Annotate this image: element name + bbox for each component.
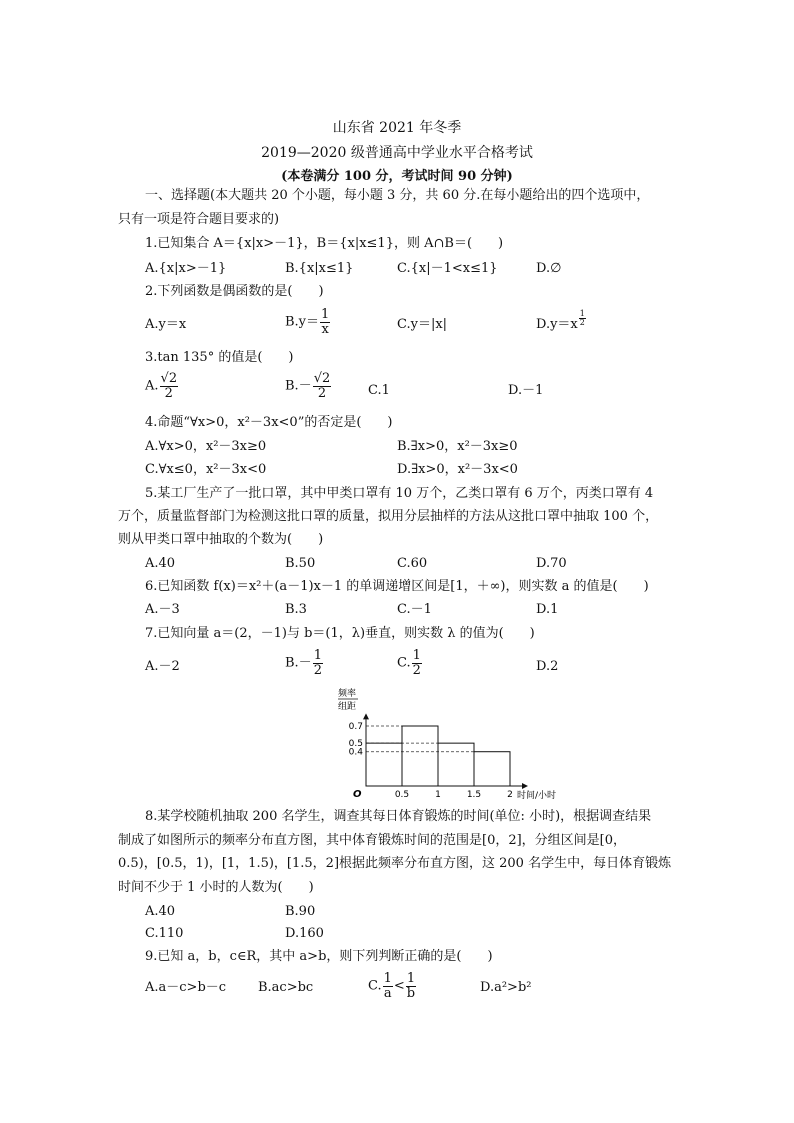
section-intro-line2: 只有一项是符合题目要求的) — [118, 212, 280, 227]
q3-option-b-prefix: B.－ — [285, 378, 312, 394]
fraction-numerator: √2 — [160, 371, 178, 386]
fraction-numerator: 1 — [412, 648, 421, 663]
q9-option-c-fraction-2 — [406, 972, 416, 1000]
q8-stem-line2: 制成了如图所示的频率分布直方图，其中体育锻炼时间的范围是[0，2]，分组区间是[0， — [118, 833, 627, 848]
q8-stem-line3: 0.5)，[0.5，1)，[1，1.5)，[1.5，2]根据此频率分布直方图，这 200 名学生中，每日体育锻炼 — [118, 856, 672, 871]
y-tick-label: 0.7 — [348, 722, 363, 732]
q1-stem: 1.已知集合 A＝{x|x>－1}，B＝{x|x≤1}，则 A∩B＝( ) — [145, 236, 504, 251]
q6-option-b: B.3 — [285, 602, 307, 617]
fraction-denominator: a — [383, 985, 392, 1001]
x-axis-label: 时间/小时 — [517, 791, 557, 801]
fraction-numerator: √2 — [313, 371, 331, 386]
exam-info: (本卷满分 100 分，考试时间 90 分钟) — [281, 169, 513, 184]
q1-option-a: A.{x|x>－1} — [145, 261, 227, 276]
fraction-numerator: 1 — [321, 307, 330, 322]
q5-stem-line1: 5.某工厂生产了一批口罩，其中甲类口罩有 10 万个，乙类口罩有 6 万个，丙类口罩有 4 — [145, 486, 654, 501]
q3-option-b-fraction — [313, 372, 332, 400]
q2-stem: 2.下列函数是偶函数的是( ) — [145, 284, 324, 299]
fraction-denominator: x — [321, 321, 329, 337]
q1-option-d: D.∅ — [536, 261, 562, 276]
q5-option-b: B.50 — [285, 556, 316, 571]
exam-region-title: 山东省 2021 年冬季 — [332, 120, 462, 136]
q2-option-d — [536, 309, 587, 332]
y-axis-label-top: 频率 — [338, 689, 357, 699]
q7-option-c — [397, 649, 423, 677]
histogram-bar-2 — [402, 726, 438, 786]
fraction-denominator: 2 — [412, 662, 421, 678]
origin-label: O — [353, 789, 362, 800]
q7-option-b-fraction — [313, 649, 323, 677]
q6-option-a: A.－3 — [145, 602, 180, 617]
q4-option-b: B.∃x>0，x²－3x≥0 — [397, 439, 518, 454]
frequency-histogram — [336, 686, 557, 804]
histogram-bar-1 — [366, 743, 402, 786]
q5-option-a: A.40 — [145, 556, 176, 571]
y-axis-arrow — [363, 713, 369, 719]
q7-option-d: D.2 — [536, 659, 559, 674]
q5-option-c: C.60 — [397, 556, 428, 571]
q3-option-d: D.－1 — [508, 383, 544, 398]
q9-stem: 9.已知 a，b，c∈R，其中 a>b，则下列判断正确的是( ) — [145, 949, 493, 964]
q9-option-a: A.a－c>b－c — [145, 980, 227, 995]
q3-option-b — [285, 372, 332, 400]
histogram-bar-4 — [474, 752, 510, 786]
q3-option-a-fraction — [160, 372, 179, 400]
x-tick-label: 1 — [435, 790, 441, 800]
q2-option-a: A.y＝x — [145, 317, 187, 332]
section-intro-line1: 一、选择题(本大题共 20 个小题，每小题 3 分，共 60 分.在每小题给出的四个选项中， — [145, 188, 650, 203]
q8-stem-line1: 8.某学校随机抽取 200 名学生，调查其每日体育锻炼的时间(单位: 小时)，根据调查结果 — [145, 809, 652, 824]
y-tick-label: 0.5 — [348, 739, 363, 750]
q2-option-b — [285, 308, 331, 336]
q6-option-d: D.1 — [536, 602, 559, 617]
fraction-denominator: 2 — [579, 318, 585, 328]
q7-option-b-prefix: B.－ — [285, 655, 312, 671]
q9-option-c — [368, 972, 417, 1000]
q2-option-d-exponent — [579, 310, 586, 328]
q7-option-c-fraction — [412, 649, 422, 677]
q4-option-a: A.∀x>0，x²－3x≥0 — [145, 439, 267, 454]
fraction-denominator: b — [406, 985, 416, 1001]
less-than-sign: < — [393, 978, 405, 994]
q3-option-c: C.1 — [368, 383, 390, 398]
q3-option-a — [145, 372, 179, 400]
q8-stem-line4: 时间不少于 1 小时的人数为( ) — [118, 880, 314, 895]
q8-option-b: B.90 — [285, 904, 316, 919]
q9-option-c-fraction-1 — [383, 972, 393, 1000]
q4-stem: 4.命题“∀x>0，x²－3x<0”的否定是( ) — [145, 415, 393, 430]
q9-option-d: D.a²>b² — [480, 980, 532, 995]
q2-option-c: C.y＝|x| — [397, 317, 448, 332]
q6-stem: 6.已知函数 f(x)＝x²＋(a－1)x－1 的单调递增区间是[1，＋∞)，则实数 a 的值是( ) — [145, 579, 649, 594]
y-tick-label: 0.4 — [348, 747, 363, 758]
q4-option-d: D.∃x>0，x²－3x<0 — [397, 462, 518, 477]
fraction-denominator: 2 — [317, 385, 327, 401]
q8-option-a: A.40 — [145, 904, 176, 919]
q5-option-d: D.70 — [536, 556, 567, 571]
x-axis-arrow — [522, 783, 528, 789]
q2-option-b-prefix: B.y＝ — [285, 314, 320, 330]
q7-option-b — [285, 649, 324, 677]
histogram-bar-3 — [438, 743, 474, 786]
x-tick-label: 1.5 — [466, 790, 482, 800]
q2-option-b-fraction — [320, 308, 330, 336]
q7-stem: 7.已知向量 a＝(2，－1)与 b＝(1，λ)垂直，则实数 λ 的值为( ) — [145, 626, 535, 641]
q7-option-c-prefix: C. — [397, 655, 411, 671]
q8-option-c: C.110 — [145, 926, 184, 941]
q3-option-a-prefix: A. — [145, 378, 159, 394]
q5-stem-line2: 万个，质量监督部门为检测这批口罩的质量，拟用分层抽样的方法从这批口罩中抽取 100 个， — [118, 509, 659, 524]
q2-option-d-prefix: D.y＝x — [536, 317, 578, 332]
fraction-numerator: 1 — [383, 971, 392, 986]
q5-stem-line3: 则从甲类口罩中抽取的个数为( ) — [118, 532, 324, 547]
q9-option-b: B.ac>bc — [258, 980, 314, 995]
q1-option-c: C.{x|－1<x≤1} — [397, 261, 498, 276]
q9-option-c-prefix: C. — [368, 978, 382, 994]
q7-option-a: A.－2 — [145, 659, 180, 674]
q6-option-c: C.－1 — [397, 602, 432, 617]
x-tick-label: 0.5 — [394, 790, 410, 800]
fraction-denominator: 2 — [313, 662, 322, 678]
fraction-numerator: 1 — [406, 971, 416, 986]
q1-option-b: B.{x|x≤1} — [285, 261, 354, 276]
y-axis-label-bottom: 组距 — [338, 702, 357, 712]
q8-option-d: D.160 — [285, 926, 324, 941]
x-tick-label: 2 — [507, 790, 513, 800]
fraction-numerator: 1 — [579, 309, 585, 318]
fraction-denominator: 2 — [164, 385, 173, 401]
fraction-numerator: 1 — [313, 648, 322, 663]
q4-option-c: C.∀x≤0，x²－3x<0 — [145, 462, 267, 477]
exam-title: 2019—2020 级普通高中学业水平合格考试 — [261, 145, 533, 161]
q3-stem: 3.tan 135° 的值是( ) — [145, 350, 294, 365]
